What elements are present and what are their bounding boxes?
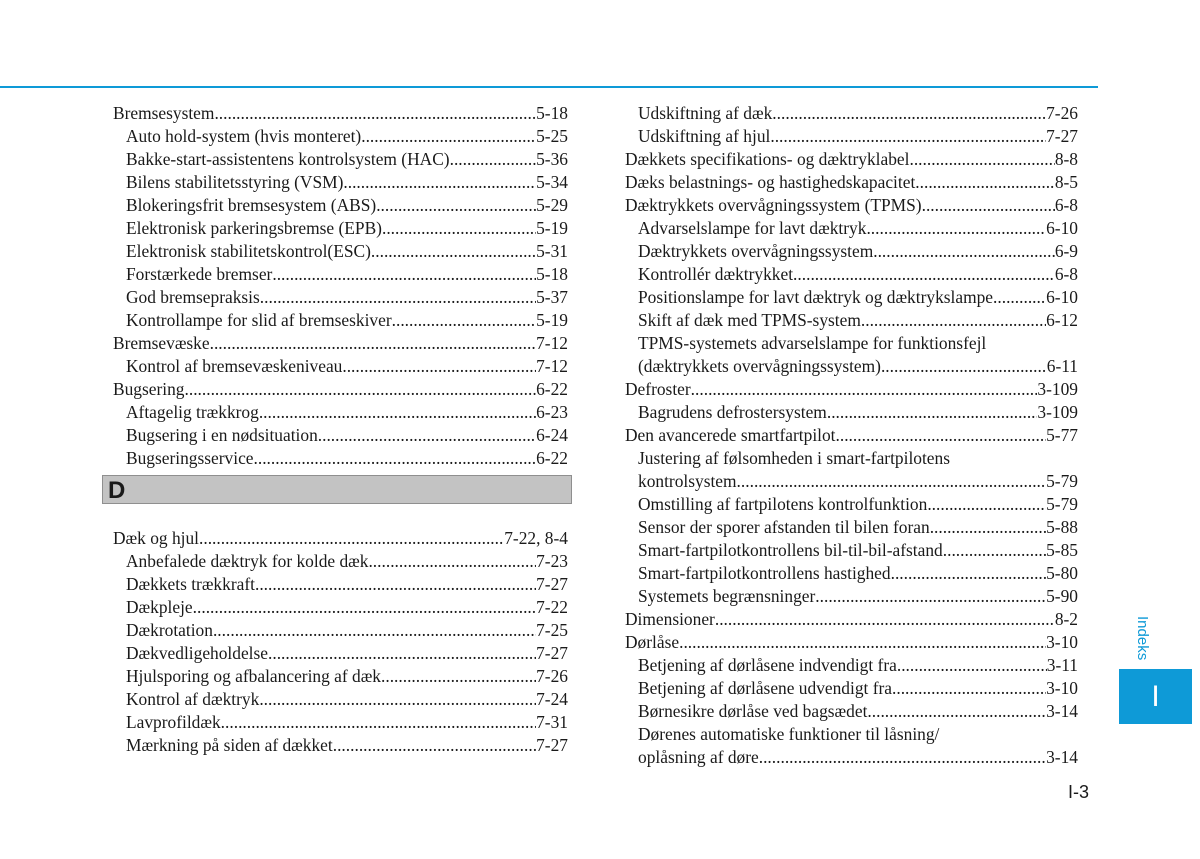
- index-entry: [625, 102, 1078, 125]
- entry-page-ref: 3-14: [1046, 701, 1078, 721]
- entry-line: [126, 263, 568, 286]
- index-entry: [113, 194, 568, 217]
- dot-leader: [268, 642, 536, 665]
- index-entry: [625, 240, 1078, 263]
- entry-page-ref: 7-26: [1046, 103, 1078, 123]
- index-entry: [625, 723, 1078, 769]
- dot-leader: [272, 263, 536, 286]
- index-entry: [113, 171, 568, 194]
- entry-line: [638, 700, 1078, 723]
- section-header-d: D: [102, 475, 572, 504]
- dot-leader: [861, 309, 1046, 332]
- dot-leader: [930, 516, 1046, 539]
- dot-leader: [221, 711, 536, 734]
- entry-page-ref: 5-80: [1046, 563, 1078, 583]
- entry-title: Mærkning på siden af dækket: [126, 735, 333, 755]
- entry-page-ref: 7-12: [536, 333, 568, 353]
- entry-page-ref: 5-19: [536, 218, 568, 238]
- dot-leader: [259, 688, 536, 711]
- entry-line: [126, 711, 568, 734]
- dot-leader: [715, 608, 1055, 631]
- entry-title: God bremsepraksis: [126, 287, 260, 307]
- entry-line: [638, 516, 1078, 539]
- entry-title: Den avancerede smartfartpilot: [625, 425, 836, 445]
- dot-leader: [866, 217, 1046, 240]
- entry-page-ref: 7-24: [536, 689, 568, 709]
- dot-leader: [381, 665, 536, 688]
- index-entry: [625, 194, 1078, 217]
- entry-title-continued: Justering af følsomheden i smart-fartpilotens: [638, 448, 950, 468]
- entry-title: Dækpleje: [126, 597, 193, 617]
- dot-leader: [392, 309, 536, 332]
- index-entry: [625, 378, 1078, 401]
- entry-line: [126, 355, 568, 378]
- index-entry: [625, 516, 1078, 539]
- entry-title: Dækvedligeholdelse: [126, 643, 268, 663]
- entry-line: [638, 539, 1078, 562]
- index-entry: [113, 401, 568, 424]
- entry-page-ref: 5-19: [536, 310, 568, 330]
- index-entry: [625, 631, 1078, 654]
- index-entry: [113, 711, 568, 734]
- entry-title: Systemets begrænsninger: [638, 586, 816, 606]
- index-entry: [113, 619, 568, 642]
- entry-title: Omstilling af fartpilotens kontrolfunktion: [638, 494, 928, 514]
- entry-line: [638, 585, 1078, 608]
- dot-leader: [368, 550, 536, 573]
- entry-title: Elektronisk stabilitetskontrol(ESC): [126, 241, 371, 261]
- entry-line: [638, 746, 1078, 769]
- index-entry: [625, 309, 1078, 332]
- dot-leader: [376, 194, 536, 217]
- dot-leader: [679, 631, 1046, 654]
- index-column-left: [108, 102, 568, 757]
- index-entry: [625, 148, 1078, 171]
- index-entry: [625, 608, 1078, 631]
- entry-title: Blokeringsfrit bremsesystem (ABS): [126, 195, 377, 215]
- index-entry: [625, 217, 1078, 240]
- entry-page-ref: 3-109: [1037, 379, 1078, 399]
- entry-line: [126, 125, 568, 148]
- dot-leader: [259, 401, 536, 424]
- entry-title: Advarselslampe for lavt dæktryk: [638, 218, 867, 238]
- entry-page-ref: 5-18: [536, 264, 568, 284]
- entry-page-ref: 6-10: [1046, 218, 1078, 238]
- entry-page-ref: 5-79: [1046, 471, 1078, 491]
- dot-leader: [450, 148, 537, 171]
- entry-title: Kontrol af dæktryk: [126, 689, 260, 709]
- entry-line: [126, 573, 568, 596]
- entry-page-ref: 7-27: [536, 574, 568, 594]
- index-entry: [625, 263, 1078, 286]
- entry-title: Bilens stabilitetsstyring (VSM): [126, 172, 344, 192]
- header-rule: [0, 86, 1098, 88]
- entry-page-ref: 6-10: [1046, 287, 1078, 307]
- entry-page-ref: 6-8: [1054, 195, 1078, 215]
- entry-title: Skift af dæk med TPMS-system: [638, 310, 861, 330]
- entry-line: [126, 596, 568, 619]
- entry-line: [638, 309, 1078, 332]
- entry-line: [638, 286, 1078, 309]
- index-entry: [113, 665, 568, 688]
- entry-line: [126, 286, 568, 309]
- entry-line: [625, 424, 1078, 447]
- entry-line: [126, 619, 568, 642]
- entry-title: Dækkets trækkraft: [126, 574, 255, 594]
- entry-title: Dimensioner: [625, 609, 715, 629]
- entry-page-ref: 6-22: [536, 379, 568, 399]
- index-entry: [113, 573, 568, 596]
- index-entry: [113, 148, 568, 171]
- entry-line: [126, 148, 568, 171]
- entry-title: Smart-fartpilotkontrollens bil-til-bil-afstand: [638, 540, 943, 560]
- index-entry: [625, 424, 1078, 447]
- entry-line: [113, 378, 568, 401]
- index-entry: [625, 286, 1078, 309]
- dot-leader: [691, 378, 1038, 401]
- index-entry: [625, 171, 1078, 194]
- dot-leader: [333, 734, 536, 757]
- dot-leader: [737, 470, 1047, 493]
- entry-page-ref: 7-31: [536, 712, 568, 732]
- page-number: I-3: [1068, 782, 1090, 802]
- entry-title: Dæktrykkets overvågningssystem: [638, 241, 874, 261]
- entry-page-ref: 6-23: [536, 402, 568, 422]
- entry-title: Børnesikre dørlåse ved bagsædet: [638, 701, 868, 721]
- entry-title: Kontrollér dæktrykket: [638, 264, 794, 284]
- entry-page-ref: 3-10: [1046, 678, 1078, 698]
- entry-page-ref: 5-25: [536, 126, 568, 146]
- dot-leader: [836, 424, 1047, 447]
- entry-line: [638, 355, 1078, 378]
- entry-line: [113, 102, 568, 125]
- entry-line: [625, 608, 1078, 631]
- entry-line: [126, 240, 568, 263]
- entry-page-ref: 5-90: [1046, 586, 1078, 606]
- index-entry: [625, 125, 1078, 148]
- entry-line: [126, 217, 568, 240]
- entry-page-ref: 5-77: [1046, 425, 1078, 445]
- index-entry: [113, 734, 568, 757]
- index-entry: [113, 355, 568, 378]
- entry-page-ref: 7-25: [536, 620, 568, 640]
- index-entry: [625, 493, 1078, 516]
- entry-title: Bremsevæske: [113, 333, 210, 353]
- entry-title: Bugseringsservice: [126, 448, 254, 468]
- entry-line: [625, 148, 1078, 171]
- entry-page-ref: 3-14: [1046, 747, 1078, 767]
- dot-leader: [827, 401, 1038, 424]
- dot-leader: [214, 102, 536, 125]
- index-entry: [625, 562, 1078, 585]
- dot-leader: [772, 102, 1046, 125]
- entry-title: Sensor der sporer afstanden til bilen foran: [638, 517, 930, 537]
- entry-line: [638, 263, 1078, 286]
- entry-list-daek-doerlaase: [625, 102, 1078, 769]
- entry-line: [126, 171, 568, 194]
- index-entry: [113, 378, 568, 401]
- entry-title: (dæktrykkets overvågningssystem): [638, 356, 881, 376]
- entry-page-ref: 5-36: [536, 149, 568, 169]
- entry-page-ref: 7-22: [536, 597, 568, 617]
- entry-title: Dæk og hjul: [113, 528, 199, 548]
- entry-title: kontrolsystem: [638, 471, 737, 491]
- dot-leader: [361, 125, 536, 148]
- index-entry: [625, 447, 1078, 493]
- entry-page-ref: 6-9: [1054, 241, 1078, 261]
- index-entry: [113, 527, 568, 550]
- dot-leader: [199, 527, 504, 550]
- index-letter-tab: I: [1119, 669, 1192, 724]
- index-entry: [113, 688, 568, 711]
- entry-title: Bagrudens defrostersystem: [638, 402, 827, 422]
- dot-leader: [793, 263, 1055, 286]
- entry-title-continued: Dørenes automatiske funktioner til låsning/: [638, 724, 940, 744]
- index-entry: [625, 539, 1078, 562]
- entry-line: [126, 734, 568, 757]
- entry-line: [625, 378, 1078, 401]
- dot-leader: [867, 700, 1046, 723]
- entry-line: [126, 424, 568, 447]
- entry-line: [638, 240, 1078, 263]
- entry-line: [638, 654, 1078, 677]
- entry-title: Dækrotation: [126, 620, 213, 640]
- entry-title: Bugsering i en nødsituation: [126, 425, 318, 445]
- entry-page-ref: 7-26: [536, 666, 568, 686]
- entry-page-ref: 5-37: [536, 287, 568, 307]
- entry-title: Dæks belastnings- og hastighedskapacitet: [625, 172, 916, 192]
- index-entry: [113, 309, 568, 332]
- entry-title: Kontrol af bremsevæskeniveau: [126, 356, 343, 376]
- entry-page-ref: 5-88: [1046, 517, 1078, 537]
- entry-page-ref: 6-22: [536, 448, 568, 468]
- index-column-right: [625, 102, 1078, 769]
- entry-line: [638, 102, 1078, 125]
- dot-leader: [260, 286, 536, 309]
- entry-title: Forstærkede bremser: [126, 264, 273, 284]
- entry-line: [638, 677, 1078, 700]
- entry-title: Kontrollampe for slid af bremseskiver: [126, 310, 392, 330]
- index-entry: [625, 654, 1078, 677]
- index-entry: [113, 424, 568, 447]
- entry-line: [638, 562, 1078, 585]
- dot-leader: [881, 355, 1047, 378]
- entry-title: Hjulsporing og afbalancering af dæk: [126, 666, 381, 686]
- dot-leader: [909, 148, 1054, 171]
- entry-page-ref: 7-22, 8-4: [504, 528, 568, 548]
- entry-page-ref: 6-11: [1046, 356, 1078, 376]
- index-entry: [113, 286, 568, 309]
- entry-title: Betjening af dørlåsene indvendigt fra: [638, 655, 897, 675]
- entry-title: Auto hold-system (hvis monteret): [126, 126, 362, 146]
- entry-line: [126, 447, 568, 470]
- dot-leader: [873, 240, 1055, 263]
- dot-leader: [255, 573, 536, 596]
- entry-line: [638, 125, 1078, 148]
- entry-page-ref: 7-27: [536, 643, 568, 663]
- side-tab-label: Indeks: [1134, 615, 1151, 661]
- entry-page-ref: 5-85: [1046, 540, 1078, 560]
- index-entry: [113, 550, 568, 573]
- entry-line: [638, 401, 1078, 424]
- entry-page-ref: 8-8: [1054, 149, 1078, 169]
- dot-leader: [815, 585, 1046, 608]
- dot-leader: [922, 194, 1055, 217]
- entry-page-ref: 3-11: [1046, 655, 1078, 675]
- dot-leader: [193, 596, 536, 619]
- entry-line: [126, 194, 568, 217]
- entry-title: oplåsning af døre: [638, 747, 759, 767]
- index-entry: [113, 217, 568, 240]
- dot-leader: [897, 654, 1047, 677]
- dot-leader: [185, 378, 537, 401]
- index-entry: [113, 332, 568, 355]
- entry-page-ref: 7-27: [536, 735, 568, 755]
- dot-leader: [343, 171, 536, 194]
- entry-title: Lavprofildæk: [126, 712, 221, 732]
- dot-leader: [254, 447, 537, 470]
- dot-leader: [892, 677, 1046, 700]
- index-entry: [625, 700, 1078, 723]
- entry-page-ref: 5-31: [536, 241, 568, 261]
- dot-leader: [318, 424, 536, 447]
- dot-leader: [759, 746, 1046, 769]
- entry-line: [126, 642, 568, 665]
- dot-leader: [770, 125, 1046, 148]
- entry-title: Aftagelig trækkrog: [126, 402, 259, 422]
- entry-title: Dæktrykkets overvågningssystem (TPMS): [625, 195, 922, 215]
- dot-leader: [927, 493, 1046, 516]
- entry-line: [638, 470, 1078, 493]
- entry-line: [126, 665, 568, 688]
- entry-line: [638, 217, 1078, 240]
- dot-leader: [210, 332, 537, 355]
- entry-line: [126, 688, 568, 711]
- index-entry: [113, 125, 568, 148]
- entry-page-ref: 3-10: [1046, 632, 1078, 652]
- index-entry: [113, 102, 568, 125]
- entry-title: Smart-fartpilotkontrollens hastighed: [638, 563, 891, 583]
- entry-list-bremse-bugsering: [113, 102, 568, 470]
- entry-page-ref: 8-2: [1054, 609, 1078, 629]
- entry-title: Dørlåse: [625, 632, 680, 652]
- entry-line: [126, 309, 568, 332]
- entry-page-ref: 7-27: [1046, 126, 1078, 146]
- entry-title: Udskiftning af dæk: [638, 103, 773, 123]
- dot-leader: [943, 539, 1046, 562]
- entry-page-ref: 8-5: [1054, 172, 1078, 192]
- entry-page-ref: 7-23: [536, 551, 568, 571]
- entry-page-ref: 6-12: [1046, 310, 1078, 330]
- entry-line: [625, 194, 1078, 217]
- entry-page-ref: 5-34: [536, 172, 568, 192]
- entry-title: Anbefalede dæktryk for kolde dæk: [126, 551, 369, 571]
- dot-leader: [371, 240, 536, 263]
- entry-title: Defroster: [625, 379, 691, 399]
- entry-line: [113, 527, 568, 550]
- dot-leader: [891, 562, 1047, 585]
- entry-page-ref: 6-24: [536, 425, 568, 445]
- index-entry: [113, 447, 568, 470]
- index-entry: [625, 332, 1078, 378]
- index-entry: [113, 263, 568, 286]
- entry-title: Elektronisk parkeringsbremse (EPB): [126, 218, 382, 238]
- entry-title: Bakke-start-assistentens kontrolsystem (HAC): [126, 149, 450, 169]
- dot-leader: [993, 286, 1046, 309]
- entry-line: [126, 550, 568, 573]
- entry-title: Bugsering: [113, 379, 185, 399]
- entry-line: [638, 493, 1078, 516]
- dot-leader: [213, 619, 536, 642]
- entry-list-daek: [113, 527, 568, 757]
- entry-title: Udskiftning af hjul: [638, 126, 771, 146]
- entry-title: Dækkets specifikations- og dæktryklabel: [625, 149, 910, 169]
- entry-line: [625, 171, 1078, 194]
- index-entry: [625, 585, 1078, 608]
- entry-line: [113, 332, 568, 355]
- index-entry: [113, 642, 568, 665]
- index-entry: [625, 401, 1078, 424]
- entry-line: [126, 401, 568, 424]
- entry-title: Positionslampe for lavt dæktryk og dæktrykslampe: [638, 287, 994, 307]
- entry-page-ref: 3-109: [1037, 402, 1078, 422]
- dot-leader: [382, 217, 536, 240]
- dot-leader: [915, 171, 1055, 194]
- index-entry: [625, 677, 1078, 700]
- dot-leader: [342, 355, 536, 378]
- entry-line: [625, 631, 1078, 654]
- index-entry: [113, 240, 568, 263]
- entry-page-ref: 5-18: [536, 103, 568, 123]
- index-entry: [113, 596, 568, 619]
- entry-page-ref: 5-79: [1046, 494, 1078, 514]
- entry-title-continued: TPMS-systemets advarselslampe for funktionsfejl: [638, 333, 987, 353]
- entry-page-ref: 7-12: [536, 356, 568, 376]
- entry-page-ref: 5-29: [536, 195, 568, 215]
- entry-title: Betjening af dørlåsene udvendigt fra: [638, 678, 893, 698]
- entry-title: Bremsesystem: [113, 103, 215, 123]
- entry-page-ref: 6-8: [1054, 264, 1078, 284]
